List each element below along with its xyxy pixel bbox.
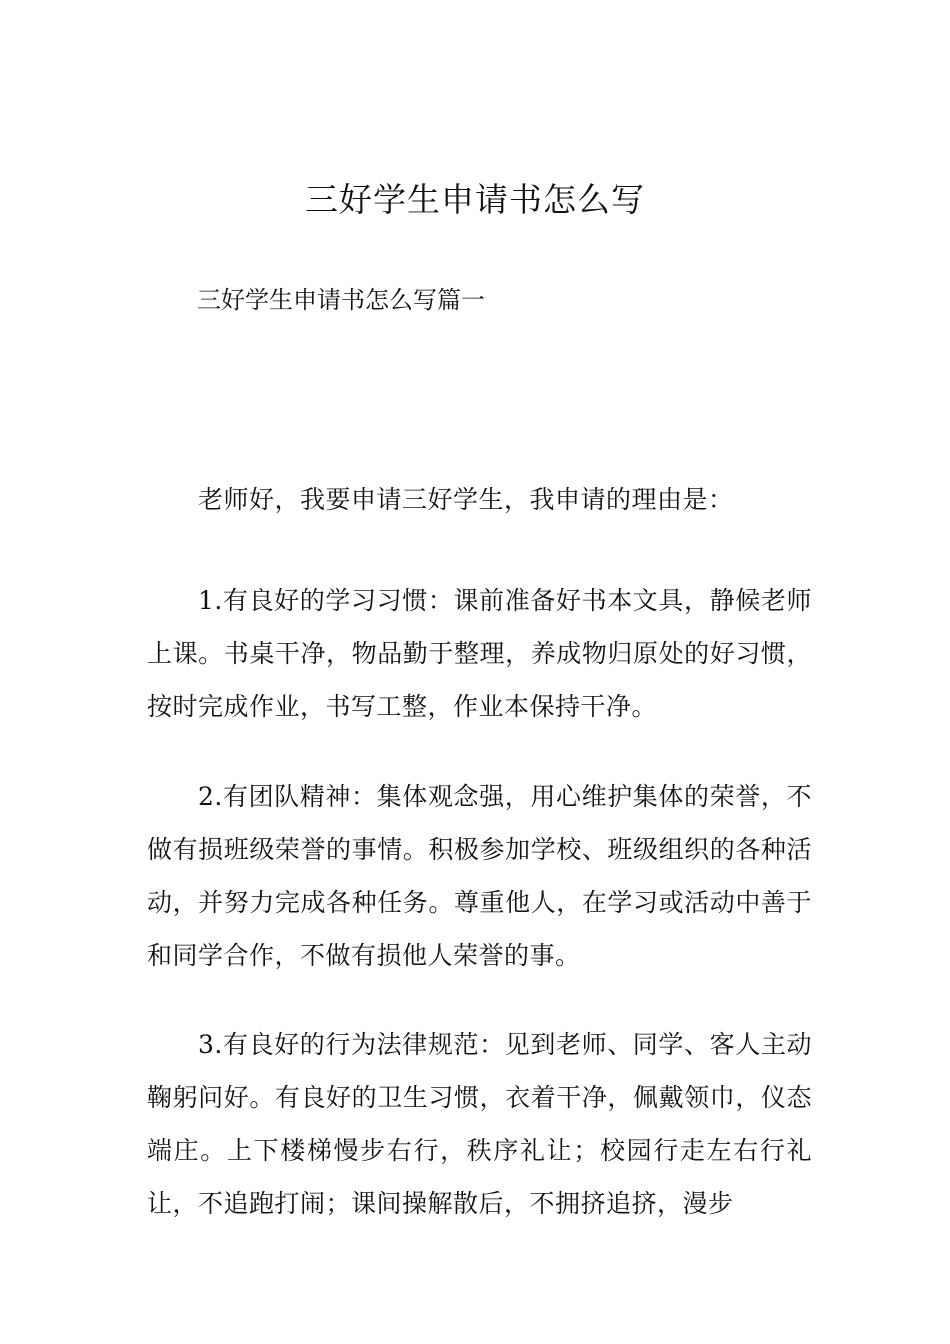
paragraph-behavior-norms: 3.有良好的行为法律规范：见到老师、同学、客人主动鞠躬问好。有良好的卫生习惯，衣着干净，佩戴领巾，仪态端庄。上下楼梯慢步右行，秩序礼让；校园行走左右行礼让，不追跑打闹；课间操解散后，不拥挤追挤，漫步	[147, 1030, 812, 1218]
paragraph-greeting: 老师好，我要申请三好学生，我申请的理由是：	[198, 485, 734, 514]
paragraph-team-spirit: 2.有团队精神：集体观念强，用心维护集体的荣誉，不做有损班级荣誉的事情。积极参加学校、班级组织的各种活动，并努力完成各种任务。尊重他人，在学习或活动中善于和同学合作，不做有损他人荣誉的事。	[147, 782, 812, 970]
document-title: 三好学生申请书怎么写	[305, 180, 645, 219]
document-subtitle: 三好学生申请书怎么写篇一	[197, 286, 485, 314]
paragraph-study-habits: 1.有良好的学习习惯：课前准备好书本文具，静候老师上课。书桌干净，物品勤于整理，养成物归原处的好习惯，按时完成作业，书写工整，作业本保持干净。	[147, 586, 812, 721]
